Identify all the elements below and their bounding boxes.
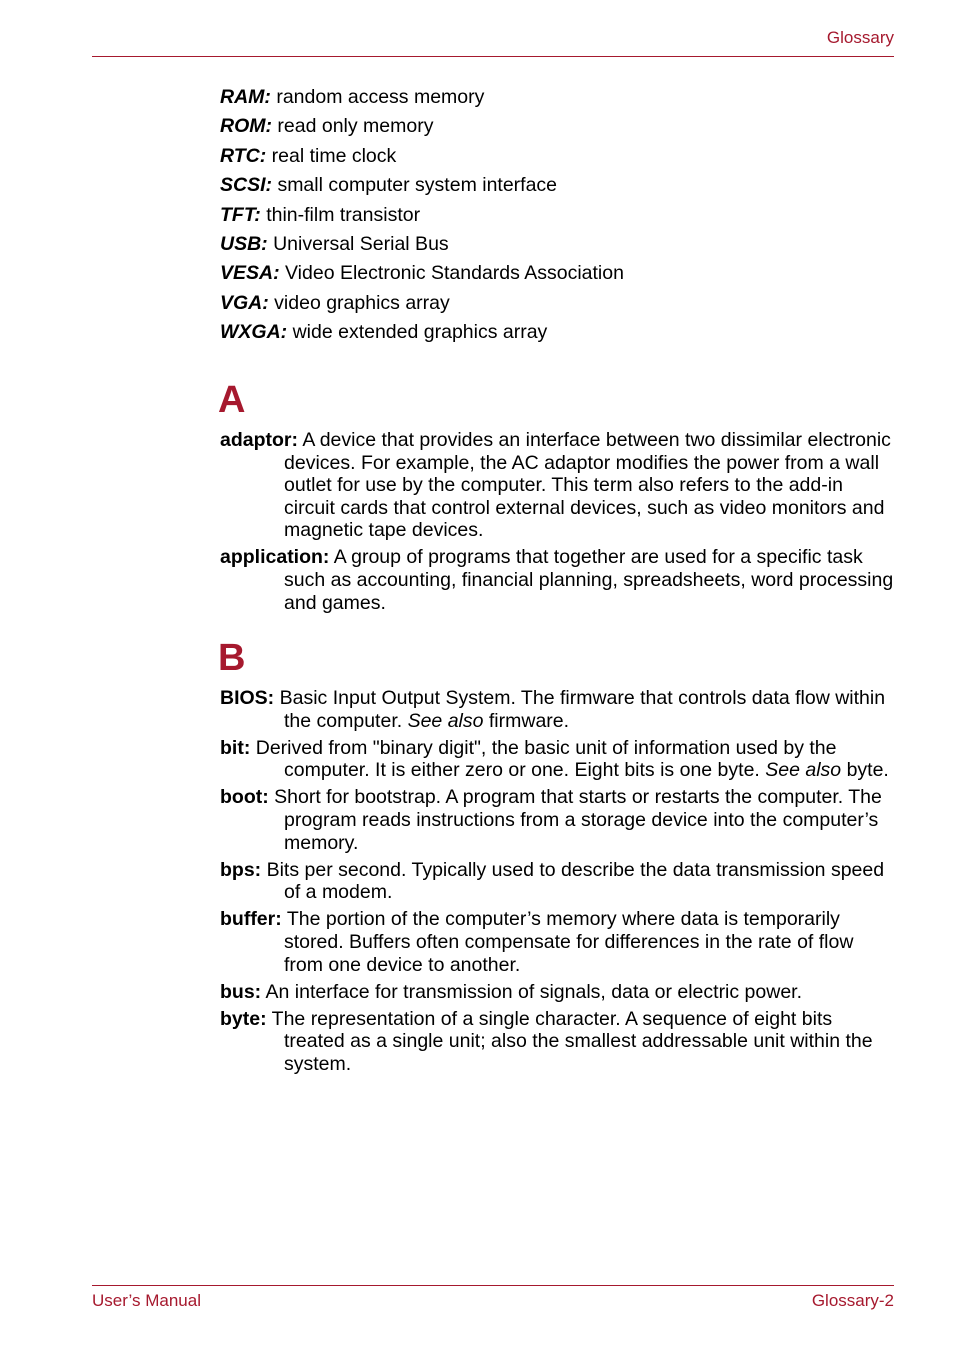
glossary-definition: The representation of a single character. A sequence of eight bits treated as a single unit; also the smallest addressable unit within the system. — [271, 1007, 873, 1075]
abbreviation-term: RTC: — [220, 144, 267, 167]
glossary-definition: The portion of the computer’s memory where data is temporarily stored. Buffers often compensate for differences in the rate of flow from one device to another. — [284, 908, 854, 976]
abbreviation-definition: thin-film transistor — [266, 203, 421, 226]
abbreviation-definition: read only memory — [277, 115, 434, 138]
abbreviation-definition: real time clock — [271, 144, 397, 167]
glossary-entry — [220, 1008, 894, 1076]
abbreviation-item — [220, 203, 894, 232]
glossary-term: buffer: — [220, 908, 282, 931]
abbreviation-definition: Video Electronic Standards Association — [285, 262, 624, 285]
footer-page-number: Glossary-2 — [811, 1291, 894, 1310]
abbreviation-definition: small computer system interface — [277, 174, 558, 197]
glossary-definition: Short for bootstrap. A program that starts or restarts the computer. The program reads instructions from a storage device into the computer’s memory. — [274, 786, 882, 854]
abbreviation-item — [220, 144, 894, 173]
abbreviation-term: SCSI: — [220, 174, 273, 197]
glossary-definition: Derived from "binary digit", the basic unit of information used by the computer. It is either zero or one. Eight bits is one byte. — [255, 736, 837, 782]
abbreviation-list — [220, 85, 894, 350]
glossary-entry — [220, 786, 894, 854]
abbreviation-term: VESA: — [220, 262, 280, 285]
glossary-term: application: — [220, 546, 330, 569]
glossary-definition: A device that provides an interface between two dissimilar electronic devices. For example, the AC adaptor modifies the power from a wall outlet for use by the computer. This term also refers to the add-in circuit cards that control external devices, such as video monitors and magnetic tape devices. — [284, 429, 891, 542]
glossary-section-a — [220, 429, 894, 619]
glossary-term: bit: — [220, 736, 251, 759]
glossary-entry — [220, 429, 894, 542]
abbreviation-term: RAM: — [220, 86, 271, 108]
abbreviation-item — [220, 173, 894, 202]
abbreviation-definition: random access memory — [276, 86, 485, 108]
abbreviation-item — [220, 291, 894, 320]
glossary-definition: An interface for transmission of signals, data or electric power. — [265, 980, 803, 1003]
see-also-label: See also — [765, 759, 842, 782]
glossary-term: BIOS: — [220, 687, 275, 709]
abbreviation-item — [220, 85, 894, 114]
glossary-entry — [220, 981, 894, 1004]
glossary-definition: Bits per second. Typically used to describe the data transmission speed of a modem. — [266, 858, 885, 904]
header-rule — [92, 56, 894, 57]
glossary-term: adaptor: — [220, 429, 298, 451]
section-heading-b: B — [218, 637, 246, 679]
footer-rule — [92, 1285, 894, 1286]
glossary-entry — [220, 908, 894, 976]
section-heading-a: A — [218, 379, 246, 421]
glossary-definition: Basic Input Output System. The firmware that controls data flow within the computer. — [279, 687, 886, 732]
abbreviation-term: VGA: — [220, 291, 269, 314]
glossary-section-b — [220, 687, 894, 1080]
glossary-term: boot: — [220, 786, 269, 809]
glossary-entry — [220, 687, 894, 732]
abbreviation-definition: wide extended graphics array — [292, 321, 548, 344]
glossary-entry — [220, 737, 894, 782]
abbreviation-item — [220, 114, 894, 143]
abbreviation-item — [220, 320, 894, 349]
glossary-term: bps: — [220, 858, 262, 881]
abbreviation-item — [220, 232, 894, 261]
glossary-entry — [220, 859, 894, 904]
glossary-term: byte: — [220, 1007, 267, 1030]
glossary-definition: A group of programs that together are used for a specific task such as accounting, financial planning, spreadsheets, word processing and games. — [284, 546, 894, 614]
abbreviation-term: ROM: — [220, 115, 272, 138]
abbreviation-term: WXGA: — [220, 321, 288, 344]
abbreviation-definition: video graphics array — [274, 291, 450, 314]
abbreviation-item — [220, 261, 894, 290]
see-also-target: byte. — [846, 759, 889, 782]
running-header: Glossary — [826, 28, 894, 47]
abbreviation-term: TFT: — [220, 203, 261, 226]
see-also-target: firmware. — [488, 709, 570, 732]
see-also-label: See also — [407, 709, 484, 732]
glossary-term: bus: — [220, 980, 262, 1003]
glossary-entry — [220, 546, 894, 614]
footer-manual-title: User’s Manual — [92, 1291, 201, 1310]
abbreviation-term: USB: — [220, 232, 268, 255]
abbreviation-definition: Universal Serial Bus — [273, 232, 449, 255]
